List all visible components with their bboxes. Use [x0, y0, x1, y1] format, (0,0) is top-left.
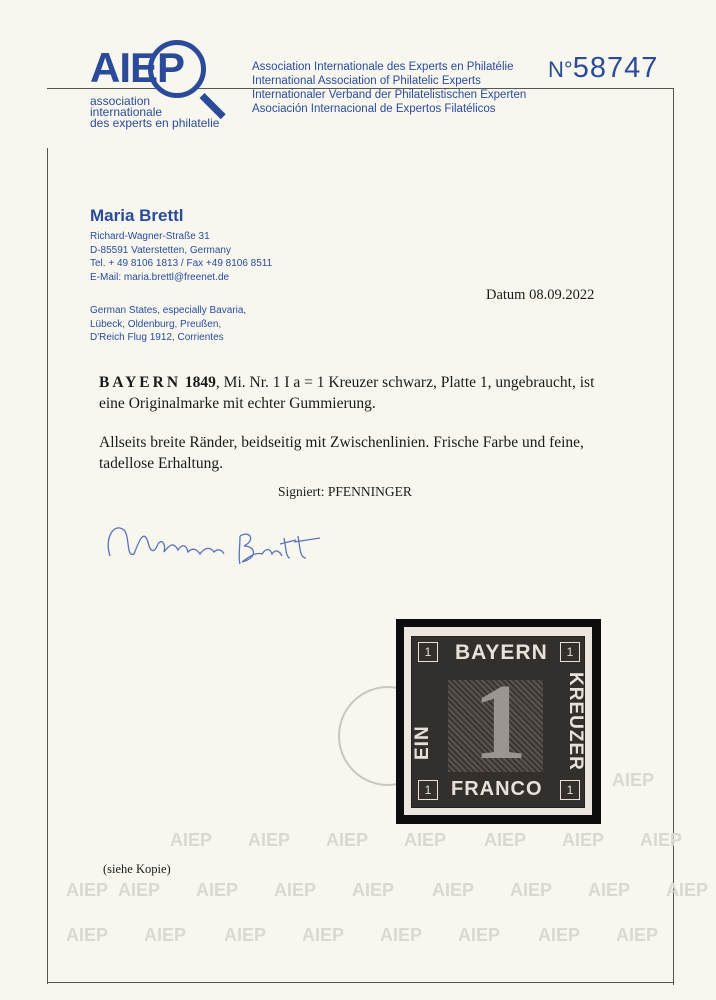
- watermark-logo: AIEP: [380, 925, 423, 945]
- watermark-logo: AIEP: [616, 925, 659, 945]
- watermark-logo: AIEP: [170, 830, 213, 850]
- logo-tagline: [90, 96, 219, 129]
- specialty-line: Lübeck, Oldenburg, Preußen,: [90, 318, 222, 330]
- stamp-corner-numeral: 1: [560, 642, 580, 662]
- watermark-logo: AIEP: [562, 830, 605, 850]
- watermark-logo: AIEP: [510, 880, 553, 900]
- watermark-logo: AIEP: [588, 880, 631, 900]
- aiep-logo: [90, 38, 240, 138]
- certificate-date: Datum 08.09.2022: [486, 287, 595, 303]
- stamp-numeral: 1: [473, 663, 527, 782]
- expert-name: Maria Brettl: [90, 206, 184, 225]
- number-value: 58747: [572, 52, 659, 84]
- logo-tagline-line: des experts en philatelie: [90, 116, 220, 130]
- association-name: Asociación Internacional de Expertos Filatélicos: [252, 103, 496, 115]
- issue-year: 1849: [184, 374, 216, 391]
- specialty-line: German States, especially Bavaria,: [90, 305, 247, 316]
- expert-address-line: D-85591 Vaterstetten, Germany: [90, 244, 231, 256]
- watermark-logo: AIEP: [118, 880, 161, 900]
- frame-bottom-line: [47, 982, 673, 983]
- watermark-logo: AIEP: [274, 880, 317, 900]
- watermark-logo: AIEP: [66, 880, 109, 900]
- association-name: Internationaler Verband der Philatelistischen Experten: [252, 89, 527, 101]
- watermark-logo: AIEP: [224, 925, 267, 945]
- expert-address-line: E-Mail: maria.brettl@freenet.de: [90, 271, 230, 283]
- expert-address-line: Tel. + 49 8106 1813 / Fax +49 8106 8511: [90, 258, 273, 269]
- watermark-logo: AIEP: [196, 880, 239, 900]
- expert-address-line: Richard-Wagner-Straße 31: [90, 231, 210, 242]
- number-prefix: N°: [548, 57, 573, 82]
- stamp-corner-numeral: 1: [560, 780, 580, 800]
- watermark-logo: AIEP: [458, 925, 501, 945]
- watermark-logo: AIEP: [640, 830, 683, 850]
- watermark-logo: AIEP: [248, 830, 291, 850]
- watermark-logo: AIEP: [144, 925, 187, 945]
- watermark-logo: AIEP: [432, 880, 475, 900]
- country-name: BAYERN: [99, 374, 182, 391]
- certificate-number: [548, 52, 658, 85]
- description-text: , Mi. Nr. 1 I a = 1 Kreuzer schwarz, Platte 1, ungebraucht, ist eine Originalmarke mit echter Gummierung.: [99, 374, 595, 412]
- logo-tagline-line: association: [90, 94, 151, 108]
- watermark-logo: AIEP: [66, 925, 109, 945]
- stamp-top-text: BAYERN: [455, 641, 548, 664]
- watermark-logo: AIEP: [612, 770, 655, 790]
- association-name: International Association of Philatelic Experts: [252, 75, 481, 87]
- watermark-logo: AIEP: [326, 830, 369, 850]
- watermark-logo: AIEP: [352, 880, 395, 900]
- condition-description: Allseits breite Ränder, beidseitig mit Zwischenlinien. Frische Farbe und feine, tadellose Erhaltung.: [99, 434, 584, 472]
- association-name: Association Internationale des Experts en Philatélie: [252, 61, 514, 73]
- stamp-bottom-text: FRANCO: [451, 778, 543, 800]
- stamp-corner-numeral: 1: [418, 780, 438, 800]
- signed-by: Signiert: PFENNINGER: [278, 484, 412, 499]
- watermark-logo: AIEP: [484, 830, 527, 850]
- handwritten-signature: [100, 508, 340, 578]
- logo-letters: AIEP: [90, 44, 185, 91]
- expert-block: [90, 206, 272, 284]
- logo-tagline-line: internationale: [90, 105, 163, 119]
- watermark-logo: AIEP: [404, 830, 447, 850]
- watermark-logo: AIEP: [666, 880, 709, 900]
- stamp-left-text: EIN: [412, 725, 433, 760]
- stamp-description: [99, 372, 619, 414]
- watermark-logo: AIEP: [302, 925, 345, 945]
- watermark-logo: AIEP: [538, 925, 581, 945]
- specialty-line: D'Reich Flug 1912, Corrientes: [90, 332, 224, 343]
- stamp-corner-numeral: 1: [418, 642, 438, 662]
- association-names: [252, 60, 526, 116]
- frame-left-line: [47, 148, 48, 984]
- expert-specialties: [90, 304, 246, 345]
- stamp-right-text: KREUZER: [565, 672, 586, 771]
- copy-note: (siehe Kopie): [103, 862, 171, 876]
